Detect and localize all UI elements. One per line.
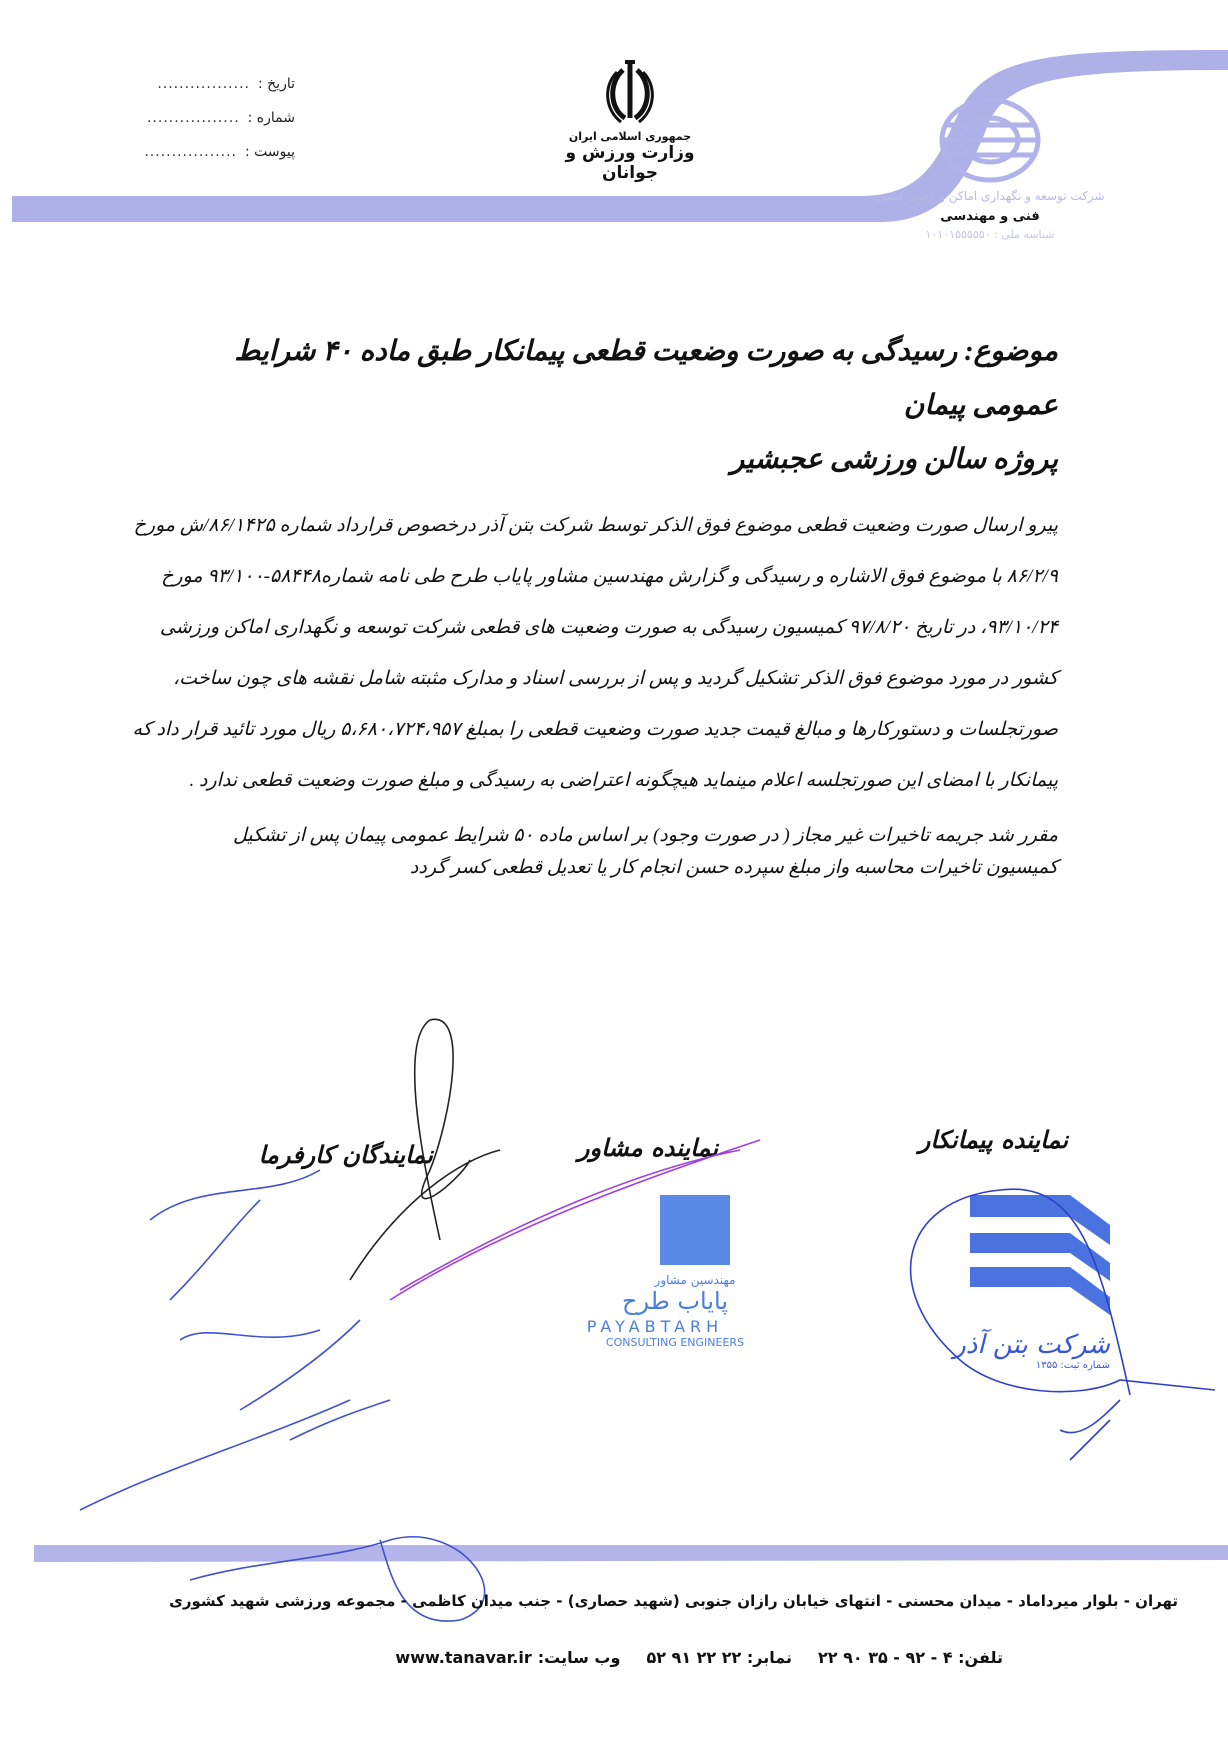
- body-line: پیرو ارسال صورت وضعیت قطعی موضوع فوق الذکر توسط شرکت بتن آذر درخصوص قرارداد شماره ۸۶/۱۴۲۵/ش مورخ: [133, 515, 1058, 536]
- body-line: پیمانکار با امضای این صورتجلسه اعلام مینماید هیچگونه اعتراضی به رسیدگی و مبلغ صورت وضعیت قطعی ندارد .: [189, 770, 1058, 791]
- stamp-text: شماره ثبت: ۱۳۵۵: [1035, 1360, 1110, 1371]
- body-line: مقرر شد جریمه تاخیرات غیر مجاز ( در صورت وجود) بر اساس ماده ۵۰ شرایط عمومی پیمان پس از تشکیل: [232, 825, 1058, 846]
- body-line: ۸۶/۲/۹ با موضوع فوق الاشاره و رسیدگی و گزارش مهندسین مشاور پایاب طرح طی نامه شماره۵۸۴۴۸-۹۳/۱۰۰ مورخ: [161, 566, 1058, 587]
- attachment-value: .................: [144, 144, 237, 160]
- department-name: فنی و مهندسی: [940, 209, 1040, 224]
- employer-reps-label: نمایندگان کارفرما: [258, 1140, 433, 1169]
- subject-line-1: موضوع: رسیدگی به صورت وضعیت قطعی پیمانکار طبق ماده ۴۰ شرایط عمومی پیمان: [234, 336, 1058, 421]
- ministry-name: وزارت ورزش و جوانان: [565, 143, 695, 183]
- stamp-text: PAYABTARH: [586, 1317, 724, 1336]
- number-label: شماره :: [247, 110, 295, 126]
- footer-website-label: وب سایت:: [537, 1648, 621, 1667]
- stamp-text: پایاب طرح: [621, 1287, 729, 1315]
- national-id: شناسه ملی : ۱۰۱۰۱۵۵۵۵۵۰: [925, 228, 1055, 241]
- body-line: صورتجلسات و دستورکارها و مبالغ قیمت جدید صورت وضعیت قطعی را بمبلغ ۵،۶۸۰،۷۲۴،۹۵۷ ریال مورد تائید قرار داد که: [132, 719, 1058, 740]
- stamp-text: CONSULTING ENGINEERS: [605, 1336, 745, 1349]
- body-line: کشور در مورد موضوع فوق الذکر تشکیل گردید و پس از بررسی اسناد و مدارک مثبته شامل نقشه های چون ساخت،: [173, 668, 1058, 689]
- company-name: شرکت توسعه و نگهداری اماکن ورزشی کشور: [875, 189, 1105, 203]
- contractor-rep-label: نماینده پیمانکار: [918, 1125, 1068, 1154]
- stamp-text: مهندسین مشاور: [654, 1273, 736, 1287]
- body-line: کمیسیون تاخیرات محاسبه واز مبلغ سپرده حسن انجام کار یا تعدیل قطعی کسر گردد: [409, 857, 1058, 878]
- emblem-caption: جمهوری اسلامی ایران: [568, 130, 692, 143]
- signature-consultant: [390, 1140, 760, 1300]
- attachment-label: پیوست :: [245, 144, 295, 160]
- stamp-text: شرکت بتن آذر: [953, 1330, 1110, 1360]
- signature-employer-2: [80, 1170, 485, 1621]
- consultant-rep-label: نماینده مشاور: [577, 1133, 718, 1162]
- subject-line-2: پروژه سالن ورزشی عجبشیر: [730, 444, 1058, 475]
- footer-website-link[interactable]: www.tanavar.ir: [395, 1648, 532, 1667]
- footer-fax: نمابر: ۲۲ ۲۲ ۹۱ ۵۲: [646, 1648, 792, 1667]
- signature-employer-1: [350, 1019, 500, 1280]
- date-label: تاریخ :: [257, 76, 295, 92]
- footer-address: تهران - بلوار میرداماد - میدان محسنی - انتهای خیابان رازان جنوبی (شهید حصاری) - جنب میدان کاظمی - مجموعه ورزشی شهید کشوری: [169, 1592, 1178, 1610]
- footer-phone: تلفن: ۴ - ۹۲ - ۳۵ ۹۰ ۲۲: [817, 1648, 1003, 1667]
- date-value: .................: [157, 76, 250, 92]
- footer-website-group: [395, 1648, 620, 1667]
- number-value: .................: [146, 110, 240, 126]
- body-line: ۹۳/۱۰/۲۴، در تاریخ ۹۷/۸/۲۰ کمیسیون رسیدگی به صورت وضعیت های قطعی شرکت توسعه و نگهداری اماکن ورزشی: [159, 617, 1058, 638]
- signature-contractor: [911, 1189, 1215, 1460]
- footer-contact: [395, 1648, 1003, 1667]
